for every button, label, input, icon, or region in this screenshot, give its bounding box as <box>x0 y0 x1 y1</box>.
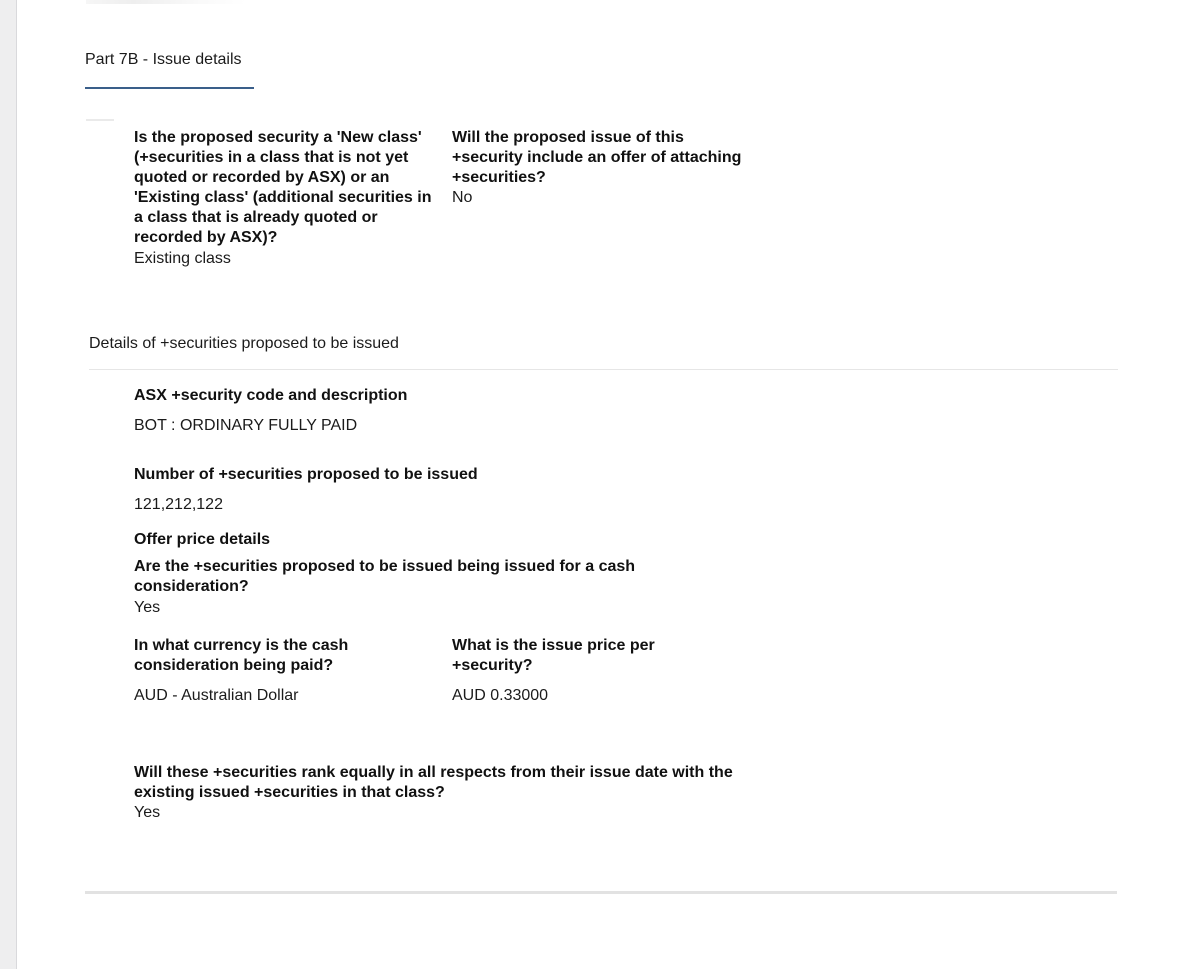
faint-mark <box>86 119 114 121</box>
cash-consideration-value: Yes <box>134 599 161 616</box>
part-title-underline <box>85 87 254 89</box>
issue-price-label: What is the issue price per +security? <box>452 637 655 674</box>
currency-question-label: In what currency is the cash consideration being paid? <box>134 637 349 674</box>
section-divider <box>89 369 1118 370</box>
rank-equally-question: Will these +securities rank equally in all respects from their issue date with the existing issued +securities in that class? <box>134 764 733 801</box>
currency-value: AUD - Australian Dollar <box>134 687 299 704</box>
securities-section-title: Details of +securities proposed to be issued <box>89 335 399 352</box>
rank-equally-value: Yes <box>134 804 161 821</box>
cash-consideration-question: Are the +securities proposed to be issued being issued for a cash consideration? <box>134 558 636 595</box>
issue-price-value: AUD 0.33000 <box>452 687 549 704</box>
attaching-question-label: Will the proposed issue of this +security include an offer of attaching +securities? <box>452 129 742 186</box>
security-code-value: BOT : ORDINARY FULLY PAID <box>134 417 358 434</box>
bottom-divider <box>85 891 1117 894</box>
class-question-value: Existing class <box>134 250 231 267</box>
top-cropped-remnant <box>86 0 246 4</box>
part-title: Part 7B - Issue details <box>85 51 242 68</box>
security-code-label: ASX +security code and description <box>134 387 408 404</box>
class-question-label: Is the proposed security a 'New class' (+securities in a class that is not yet quoted or recorded by ASX) or an 'Existing class' (additional securities in a class that is already quoted or recorded by ASX)? <box>134 129 432 246</box>
attaching-question-value: No <box>452 189 473 206</box>
number-issued-label: Number of +securities proposed to be issued <box>134 466 478 483</box>
viewer-left-edge <box>0 0 17 969</box>
offer-price-heading: Offer price details <box>134 531 271 548</box>
number-issued-value: 121,212,122 <box>134 496 223 513</box>
